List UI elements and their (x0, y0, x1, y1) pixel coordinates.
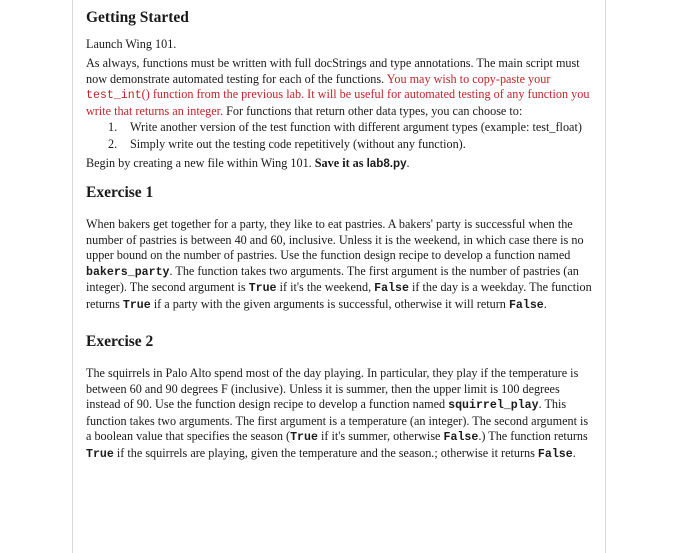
gs-red-text-2: () function from the previous lab. It will be useful for automated testing of any function you write that returns an integer. (86, 87, 590, 118)
ex1-text: . The function takes two arguments. The first argument is the number of pastries (an integer). The second argument is (86, 263, 579, 295)
ex1-false-keyword: False (374, 282, 409, 296)
begin-text: Begin by creating a new file within Wing 101. (86, 155, 315, 170)
ex1-false-keyword: False (508, 298, 544, 312)
ex1-text: if a party with the given arguments is successful, otherwise it will return (150, 296, 509, 311)
list-item-number: 2. (108, 137, 118, 152)
ex2-text: . (572, 446, 576, 461)
ex1-true-keyword: True (122, 298, 151, 312)
begin-save-text: Save it as (314, 155, 367, 170)
ex1-true-keyword: True (248, 282, 277, 296)
ex1-text: if it's the weekend, (276, 280, 375, 295)
gs-text-2: For functions that return other data types, you can choose to: (223, 103, 523, 118)
ex1-text: . (543, 296, 547, 311)
getting-started-paragraph (86, 56, 596, 119)
exercise-1-heading: Exercise 1 (86, 184, 154, 202)
ex2-false-keyword: False (537, 448, 573, 462)
list-item-text: Simply write out the testing code repetitively (without any function). (130, 137, 466, 152)
ex1-function-name: bakers_party (86, 265, 170, 279)
filename: lab8.py (366, 156, 407, 170)
exercise-1-paragraph (86, 217, 596, 314)
list-item (86, 137, 596, 153)
ex2-text: . This function takes two arguments. The first argument is a temperature (an integer). The second argument is a boolean value that specifies the season ( (86, 397, 589, 444)
ex2-function-name: squirrel_play (448, 399, 539, 413)
gs-text-1: As always, functions must be written with full docStrings and type annotations. The main script must now demonstrate automated testing for each of the functions. (86, 56, 580, 86)
ex2-text: if the squirrels are playing, given the temperature and the season.; otherwise it returns (113, 446, 538, 461)
ex1-text: if the day is a weekday. The function returns (86, 280, 592, 311)
exercise-2-paragraph (86, 366, 596, 463)
document-content (86, 10, 596, 463)
ex2-text: .) The function returns (478, 429, 588, 444)
list-item-text: Write another version of the test function with different argument types (example: test_float) (130, 119, 582, 134)
begin-period: . (406, 155, 410, 170)
getting-started-heading: Getting Started (86, 9, 189, 26)
exercise-2-heading: Exercise 2 (86, 332, 154, 350)
launch-instruction: Launch Wing 101. (86, 36, 177, 51)
gs-red-code: test_int (86, 89, 142, 103)
ex2-text: The squirrels in Palo Alto spend most of the day playing. In particular, they play if the temperature is between 60 and 90 degrees F (inclusive). Unless it is summer, then the upper limit is 100 degrees instead of 90. Use the function design recipe to develop a function named (86, 366, 579, 412)
ex2-text: if it's summer, otherwise (317, 429, 444, 444)
ex2-true-keyword: True (86, 448, 114, 462)
list-item-number: 1. (108, 119, 118, 134)
gs-red-text-1: You may wish to copy-paste your (386, 71, 551, 86)
options-list (86, 120, 596, 153)
ex2-true-keyword: True (290, 431, 318, 445)
list-item (86, 120, 596, 136)
ex2-false-keyword: False (443, 431, 479, 445)
ex1-text: When bakers get together for a party, they like to eat pastries. A bakers' party is successful when the number of pastries is between 40 and 60, inclusive. Unless it is the weekend, in which case there is no upper bound on the number of pastries. Use the function design recipe to develop a function named (86, 216, 584, 263)
begin-instruction (86, 156, 596, 172)
